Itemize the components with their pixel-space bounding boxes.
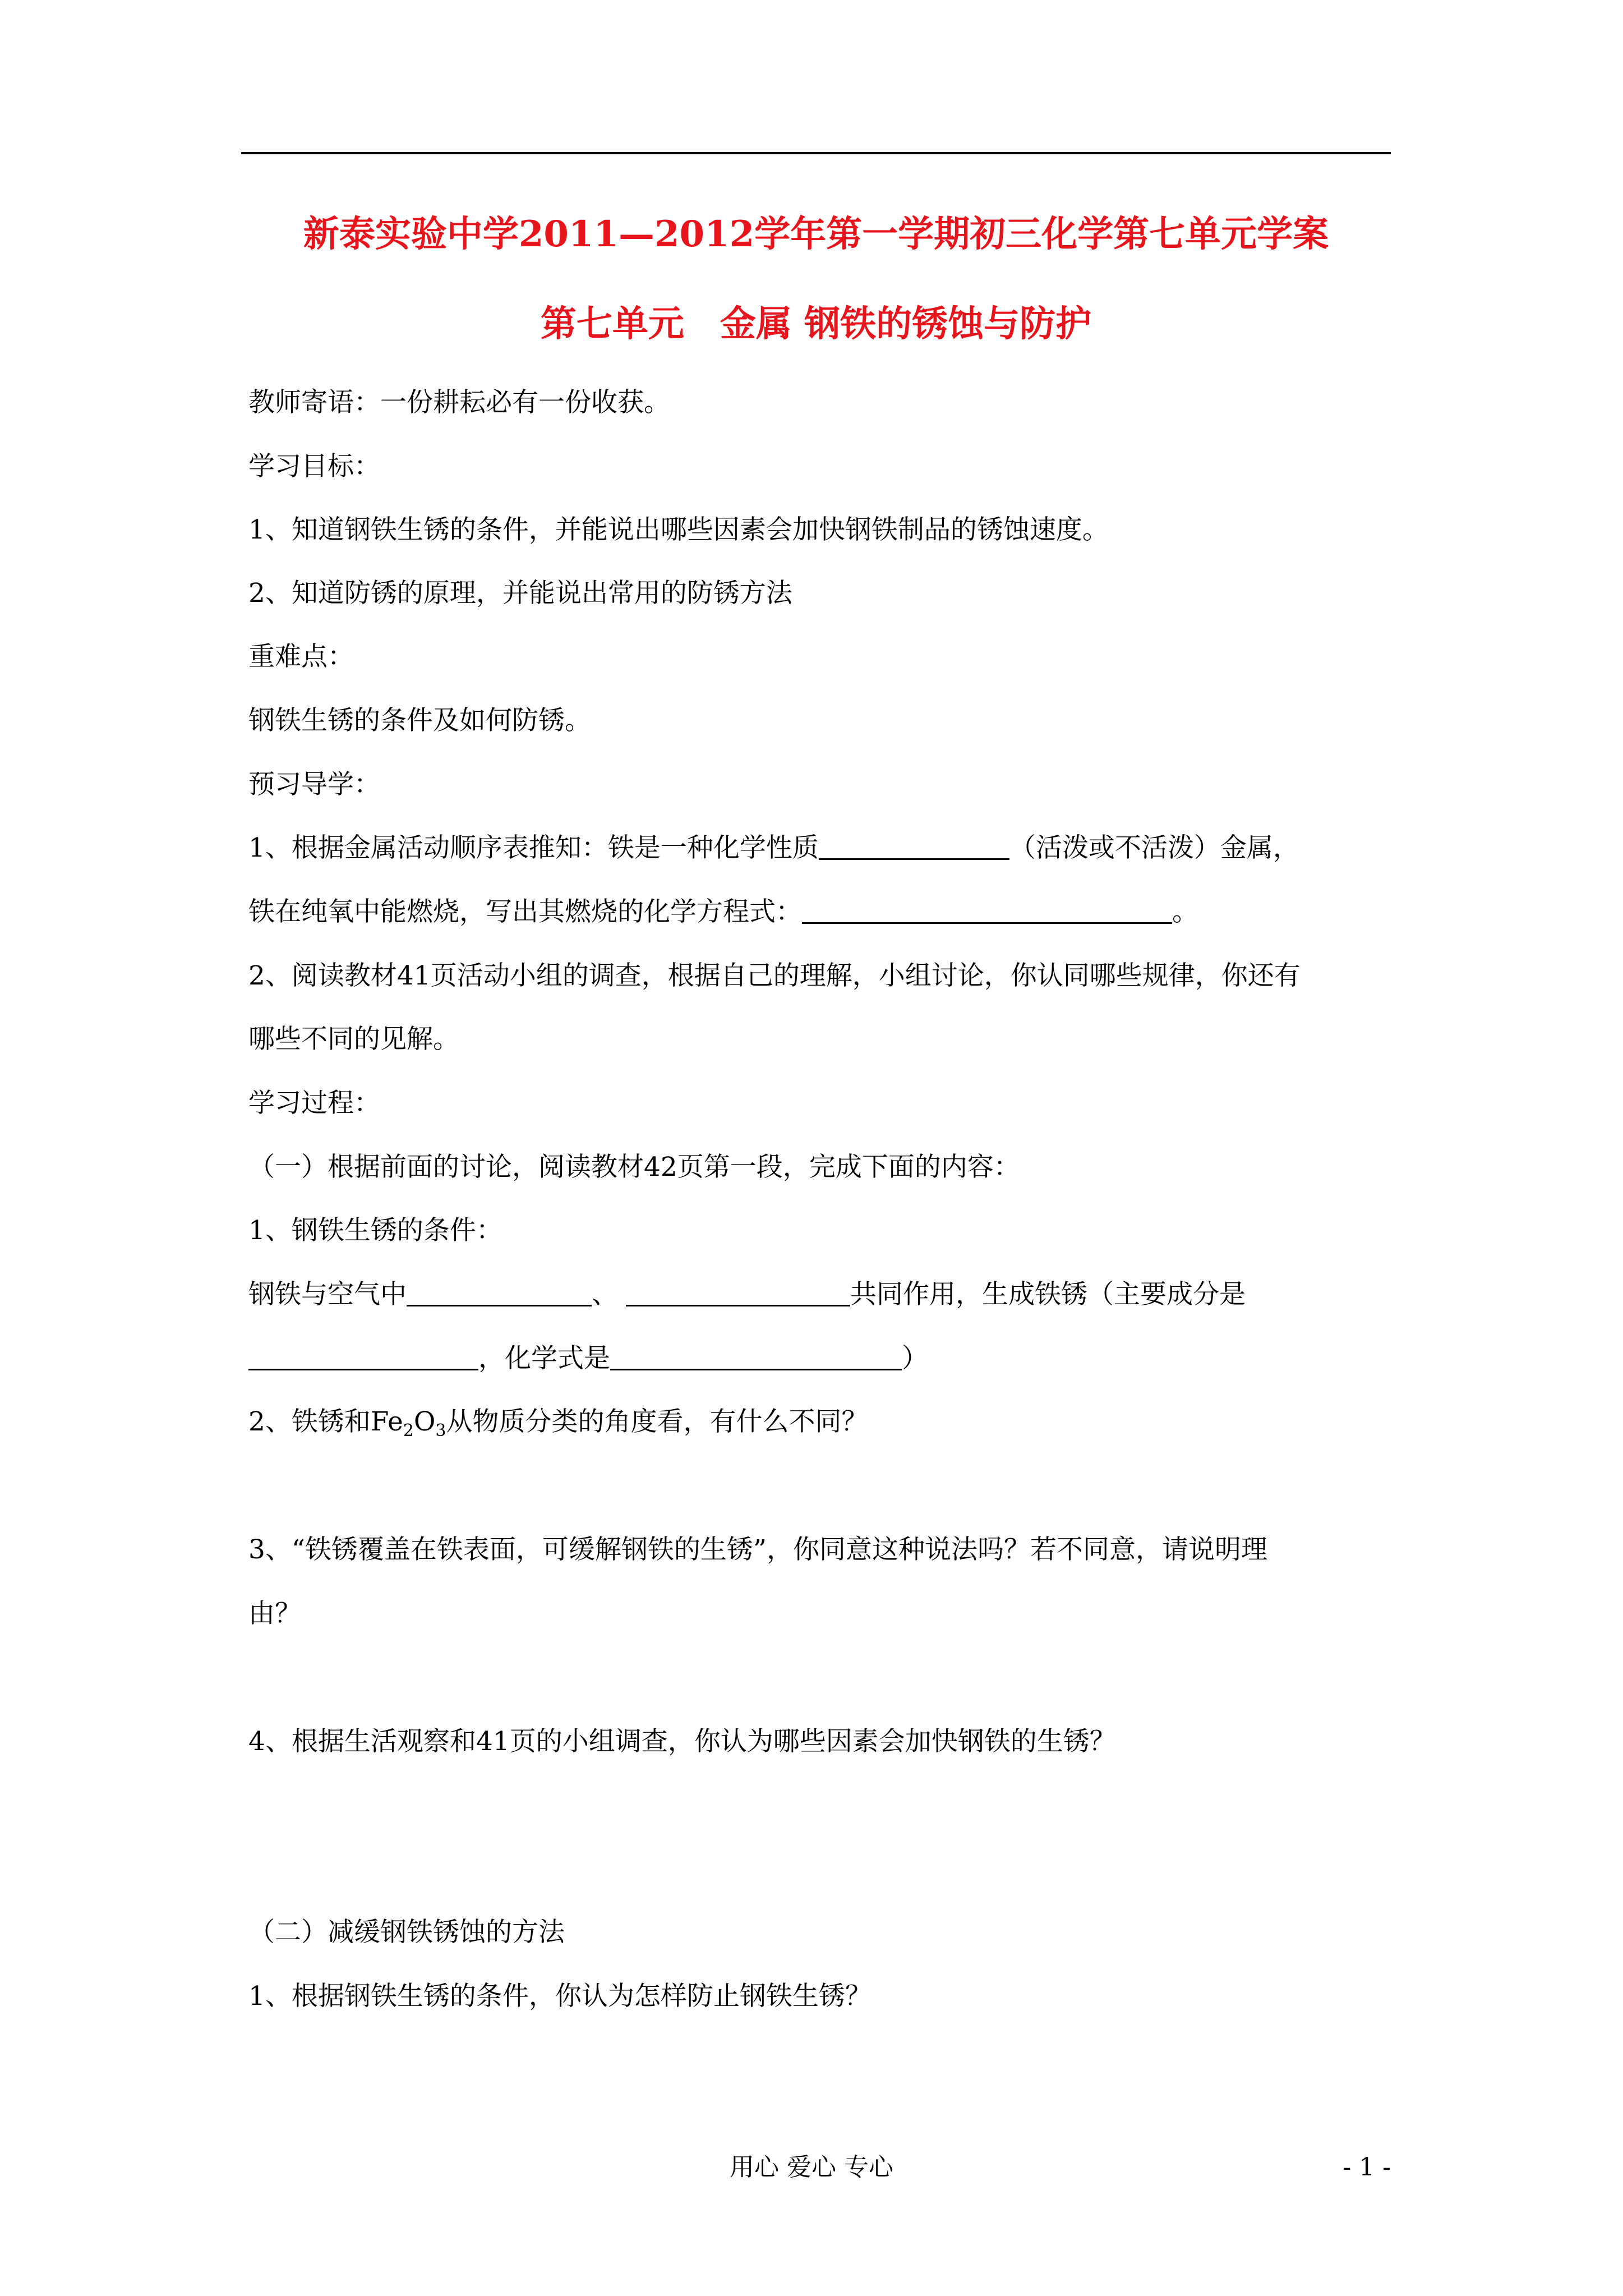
process-q4: 4、根据生活观察和41页的小组调查，你认为哪些因素会加快钢铁的生锈？	[248, 1726, 1116, 1757]
preview-q1-text-b: （活泼或不活泼）金属，	[1009, 832, 1299, 863]
process-q1-line1	[248, 1278, 1246, 1312]
process-q1-text-b: 、	[592, 1279, 618, 1310]
page-number: - 1 -	[1343, 2153, 1391, 2182]
process-q3-line1: 3、“铁锈覆盖在铁表面，可缓解钢铁的生锈”，你同意这种说法吗？若不同意，请说明理	[248, 1534, 1267, 1565]
part2-heading: （二）减缓钢铁锈蚀的方法	[248, 1917, 565, 1948]
blank-factor-1[interactable]	[407, 1280, 592, 1306]
page-subtitle: 第七单元 金属 钢铁的锈蚀与防护	[540, 303, 1092, 345]
blank-equation[interactable]	[802, 898, 1172, 924]
preview-heading: 预习导学：	[248, 769, 380, 800]
preview-q1-text-d: 。	[1172, 896, 1198, 927]
process-q1-heading: 1、钢铁生锈的条件：	[248, 1215, 502, 1246]
process-q2-text-b: 从物质分类的角度看，有什么不同？	[446, 1406, 868, 1437]
page-title: 新泰实验中学2011—2012学年第一学期初三化学第七单元学案	[303, 213, 1329, 255]
blank-rust-component[interactable]	[248, 1344, 478, 1370]
process-q1-text-e: ）	[902, 1343, 928, 1374]
blank-factor-2[interactable]	[626, 1280, 850, 1306]
blank-rust-formula[interactable]	[610, 1344, 902, 1370]
preview-question-1	[248, 831, 1299, 865]
key-points-heading: 重难点：	[248, 641, 354, 672]
formula-fe2o3: $Fe_2O_3$	[370, 1406, 446, 1441]
preview-q1-text-a: 1、根据金属活动顺序表推知：铁是一种化学性质	[248, 832, 819, 863]
footer-motto: 用心 爱心 专心	[730, 2153, 893, 2182]
preview-question-2-line1: 2、阅读教材41页活动小组的调查，根据自己的理解，小组讨论，你认同哪些规律，你还有	[248, 960, 1301, 991]
process-q3-line2: 由？	[248, 1598, 301, 1629]
process-q2-text-a: 2、铁锈和	[248, 1406, 371, 1437]
process-q1-text-d: ，化学式是	[478, 1343, 610, 1374]
objective-2: 2、知道防锈的原理，并能说出常用的防锈方法	[248, 578, 792, 609]
preview-question-1-cont	[248, 895, 1198, 929]
key-points-text: 钢铁生锈的条件及如何防锈。	[248, 705, 591, 736]
header-rule	[241, 152, 1391, 154]
preview-q1-text-c: 铁在纯氧中能燃烧，写出其燃烧的化学方程式：	[248, 896, 802, 927]
part2-question-1: 1、根据钢铁生锈的条件，你认为怎样防止钢铁生锈？	[248, 1981, 872, 2012]
preview-question-2-line2: 哪些不同的见解。	[248, 1024, 459, 1055]
part1-heading: （一）根据前面的讨论，阅读教材42页第一段，完成下面的内容：	[248, 1152, 1020, 1182]
blank-property[interactable]	[819, 834, 1009, 860]
process-q2	[248, 1405, 868, 1439]
process-heading: 学习过程：	[248, 1088, 380, 1119]
objective-1: 1、知道钢铁生锈的条件，并能说出哪些因素会加快钢铁制品的锈蚀速度。	[248, 514, 1109, 545]
process-q1-text-a: 钢铁与空气中	[248, 1279, 407, 1310]
process-q1-line2	[248, 1342, 928, 1375]
objectives-heading: 学习目标：	[248, 451, 380, 482]
teacher-motto: 教师寄语：一份耕耘必有一份收获。	[248, 387, 670, 418]
process-q1-text-c: 共同作用，生成铁锈（主要成分是	[850, 1279, 1246, 1310]
